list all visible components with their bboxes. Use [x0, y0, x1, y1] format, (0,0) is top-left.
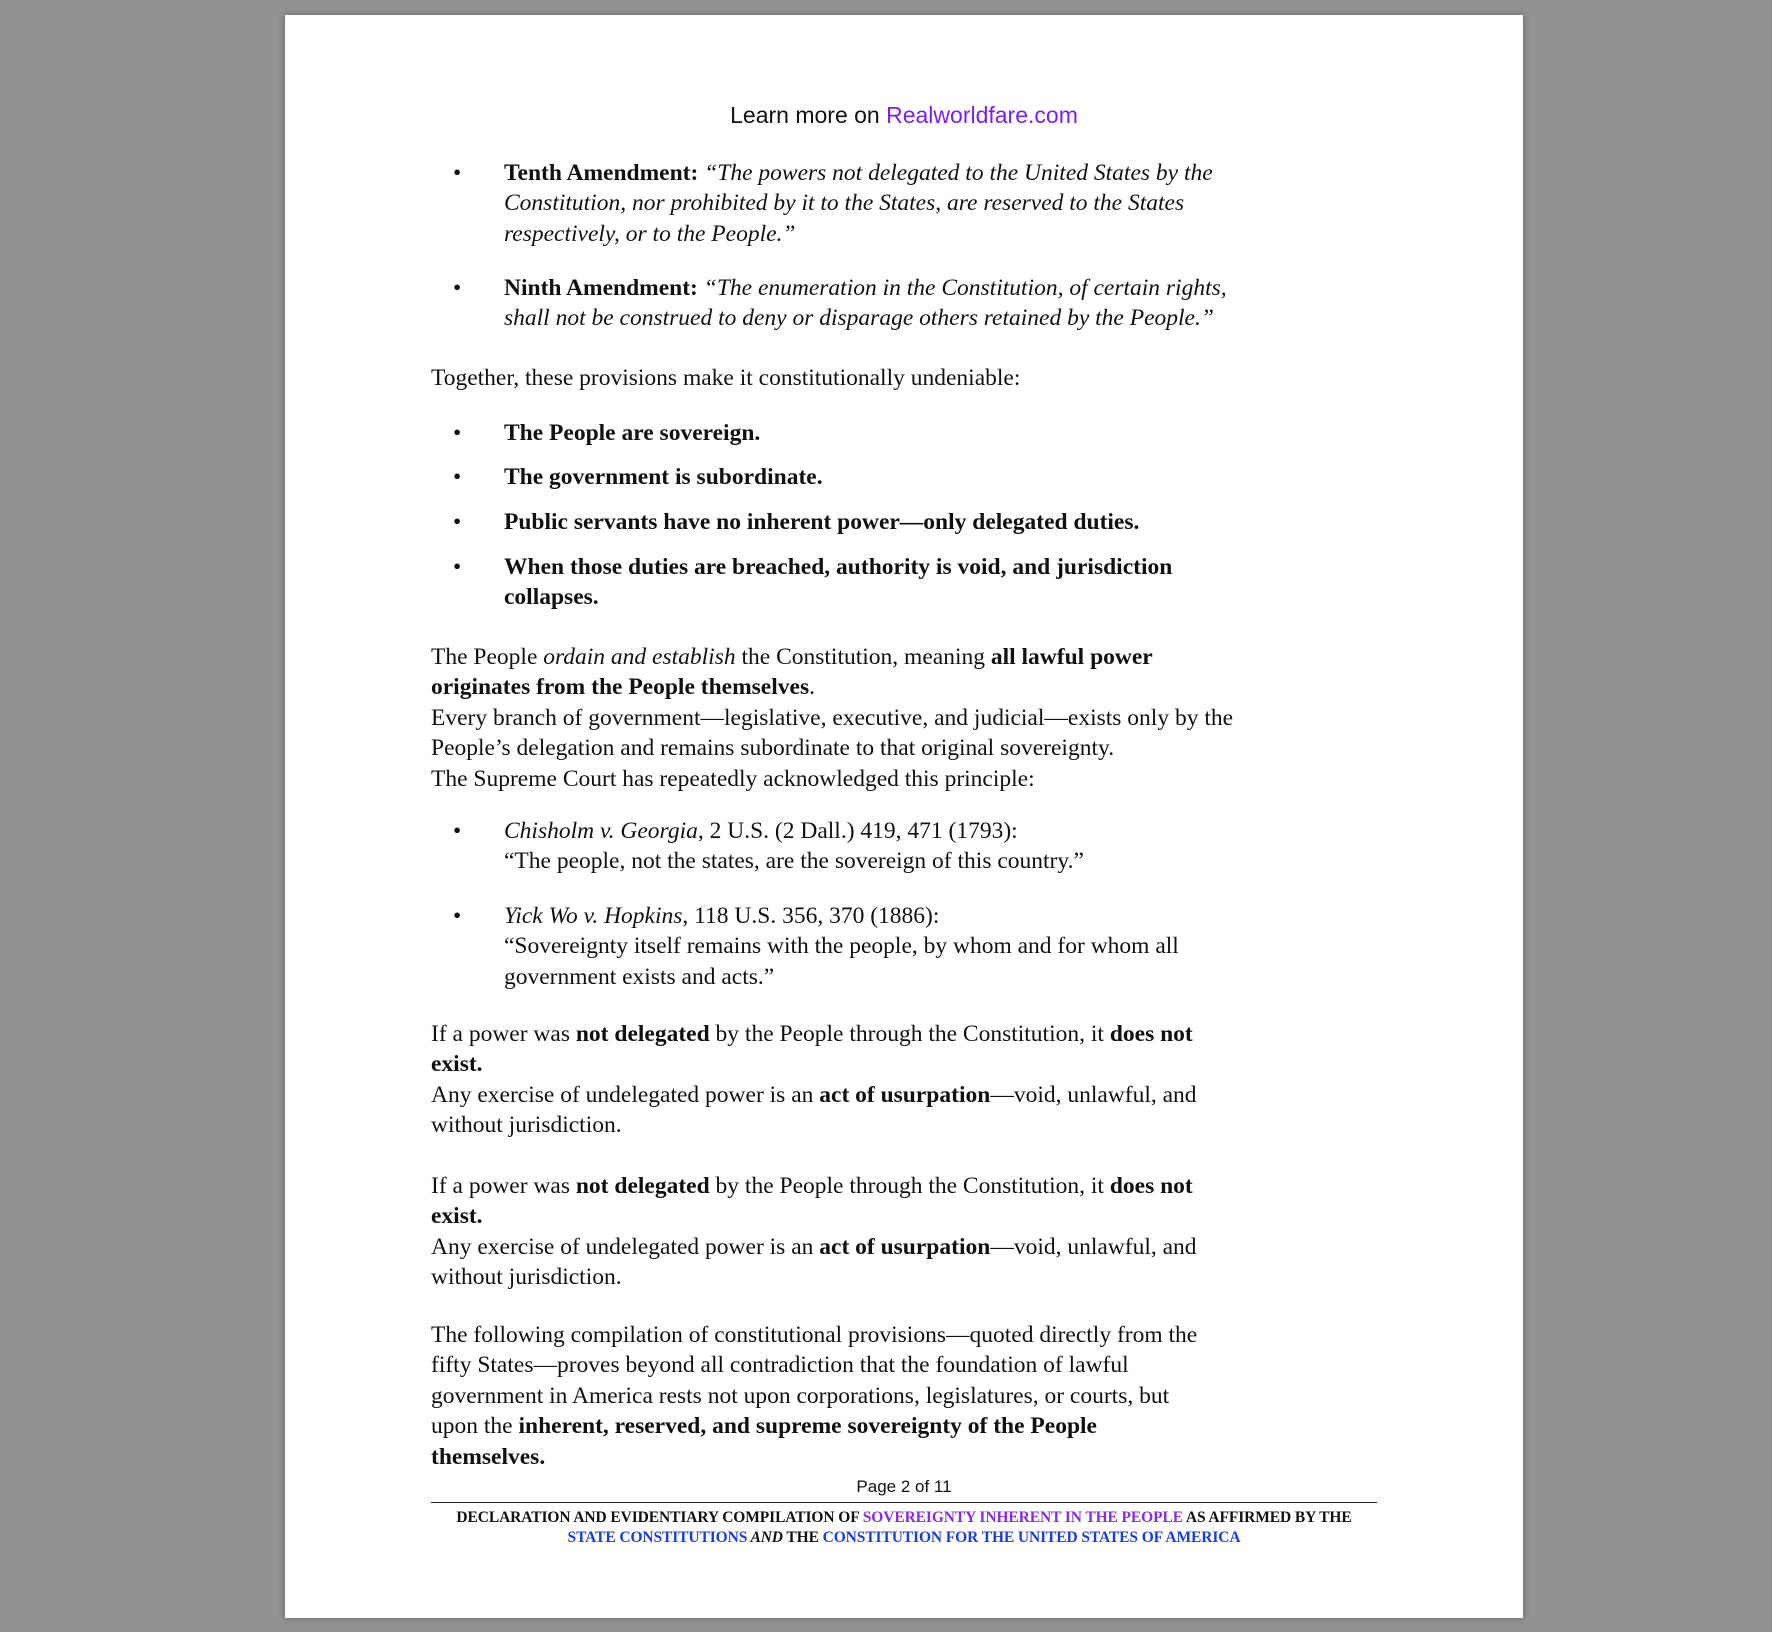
- closing-paragraph: [431, 1320, 1381, 1472]
- principle-text: The People are sovereign.: [504, 420, 761, 446]
- text: government in America rests not upon corporations, legislatures, or courts, but: [431, 1382, 1170, 1409]
- text: by the People through the Constitution, it: [709, 1021, 1110, 1047]
- text-bold: originates from the People themselves: [431, 674, 810, 701]
- bullet-icon: •: [453, 275, 462, 301]
- usurpation-paragraph: [431, 1019, 1381, 1141]
- bullet-icon: •: [453, 509, 462, 535]
- document-page: [285, 15, 1523, 1618]
- page-footer: [431, 1508, 1377, 1548]
- footer-highlight: STATE CONSTITUTIONS: [567, 1529, 748, 1546]
- text: without jurisdiction.: [431, 1264, 622, 1291]
- footer-text: AS AFFIRMED BY THE: [1182, 1509, 1352, 1526]
- case-name: Yick Wo v. Hopkins: [504, 903, 683, 929]
- text-bold: act of usurpation: [819, 1233, 991, 1260]
- text-bold: all lawful power: [990, 644, 1153, 670]
- case-citation: , 2 U.S. (2 Dall.) 419, 471 (1793):: [697, 818, 1018, 844]
- text-bold: does not: [1109, 1021, 1193, 1047]
- footer-highlight: CONSTITUTION FOR THE UNITED STATES OF AMERICA: [822, 1529, 1241, 1546]
- text: If a power was: [431, 1173, 576, 1199]
- text: Every branch of government—legislative, executive, and judicial—exists only by the: [431, 704, 1234, 731]
- text-bold: not delegated: [575, 1021, 710, 1047]
- text-bold: exist.: [431, 1051, 483, 1078]
- case-quote: “Sovereignty itself remains with the people, by whom and for whom all: [504, 933, 1179, 960]
- text: Any exercise of undelegated power is an: [431, 1233, 820, 1260]
- text-bold: does not: [1109, 1173, 1193, 1199]
- ordain-paragraph: [431, 642, 1381, 794]
- text: Any exercise of undelegated power is an: [431, 1081, 820, 1108]
- footer-text: THE: [782, 1529, 823, 1546]
- text: the Constitution, meaning: [735, 644, 991, 670]
- principle-text: When those duties are breached, authority is void, and jurisdiction: [504, 554, 1173, 580]
- text: People’s delegation and remains subordinate to that original sovereignty.: [431, 735, 1115, 762]
- text: —void, unlawful, and: [990, 1081, 1197, 1108]
- text-bold: themselves.: [431, 1443, 546, 1470]
- case-citation: , 118 U.S. 356, 370 (1886):: [682, 903, 940, 929]
- text: .: [809, 674, 815, 701]
- text: The following compilation of constitutional provisions—quoted directly from the: [431, 1322, 1198, 1348]
- principle-text: The government is subordinate.: [504, 464, 823, 490]
- text-italic: ordain and establish: [543, 644, 736, 670]
- text-bold: act of usurpation: [819, 1081, 991, 1108]
- text: by the People through the Constitution, it: [709, 1173, 1110, 1199]
- principle-text: Public servants have no inherent power—only delegated duties.: [504, 509, 1140, 535]
- bullet-icon: •: [453, 903, 462, 929]
- principle-text: collapses.: [504, 584, 599, 611]
- footer-text: DECLARATION AND EVIDENTIARY COMPILATION OF: [456, 1509, 863, 1526]
- bullet-icon: •: [453, 160, 462, 186]
- text: The Supreme Court has repeatedly acknowledged this principle:: [431, 765, 1035, 792]
- amendment-label: Tenth Amendment:: [504, 160, 699, 186]
- text: The People: [431, 644, 544, 670]
- text: —void, unlawful, and: [990, 1233, 1197, 1260]
- text-bold: inherent, reserved, and supreme sovereignty of the People: [518, 1413, 1097, 1440]
- footer-highlight: SOVEREIGNTY INHERENT IN THE PEOPLE: [862, 1509, 1183, 1526]
- page-header: [285, 102, 1523, 129]
- text: fifty States—proves beyond all contradiction that the foundation of lawful: [431, 1352, 1129, 1379]
- together-intro: Together, these provisions make it constitutionally undeniable:: [431, 365, 1021, 391]
- case-quote: “The people, not the states, are the sovereign of this country.”: [504, 848, 1084, 875]
- text: upon the: [431, 1413, 519, 1440]
- page-number: Page 2 of 11: [856, 1477, 952, 1496]
- realworldfare-link[interactable]: Realworldfare.com: [886, 102, 1078, 128]
- amendment-label: Ninth Amendment:: [504, 275, 698, 301]
- bullet-icon: •: [453, 818, 462, 844]
- case-name: Chisholm v. Georgia: [504, 818, 698, 844]
- amendment-quote: Constitution, nor prohibited by it to the States, are reserved to the States: [504, 190, 1185, 217]
- bullet-icon: •: [453, 420, 462, 446]
- header-text: Learn more on: [730, 102, 887, 128]
- text-bold: exist.: [431, 1203, 483, 1230]
- case-quote: government exists and acts.”: [504, 963, 775, 990]
- amendment-quote: “The powers not delegated to the United States by the: [698, 160, 1213, 186]
- bullet-icon: •: [453, 464, 462, 490]
- usurpation-paragraph: [431, 1171, 1381, 1293]
- text-bold: not delegated: [575, 1173, 710, 1199]
- footer-text-italic: AND: [747, 1529, 783, 1546]
- amendment-quote: “The enumeration in the Constitution, of certain rights,: [697, 275, 1227, 301]
- footer-divider: [431, 1502, 1377, 1503]
- amendment-quote: shall not be construed to deny or disparage others retained by the People.”: [504, 305, 1214, 332]
- text: without jurisdiction.: [431, 1112, 622, 1139]
- text: If a power was: [431, 1021, 576, 1047]
- amendment-quote: respectively, or to the People.”: [504, 220, 796, 247]
- bullet-icon: •: [453, 554, 462, 580]
